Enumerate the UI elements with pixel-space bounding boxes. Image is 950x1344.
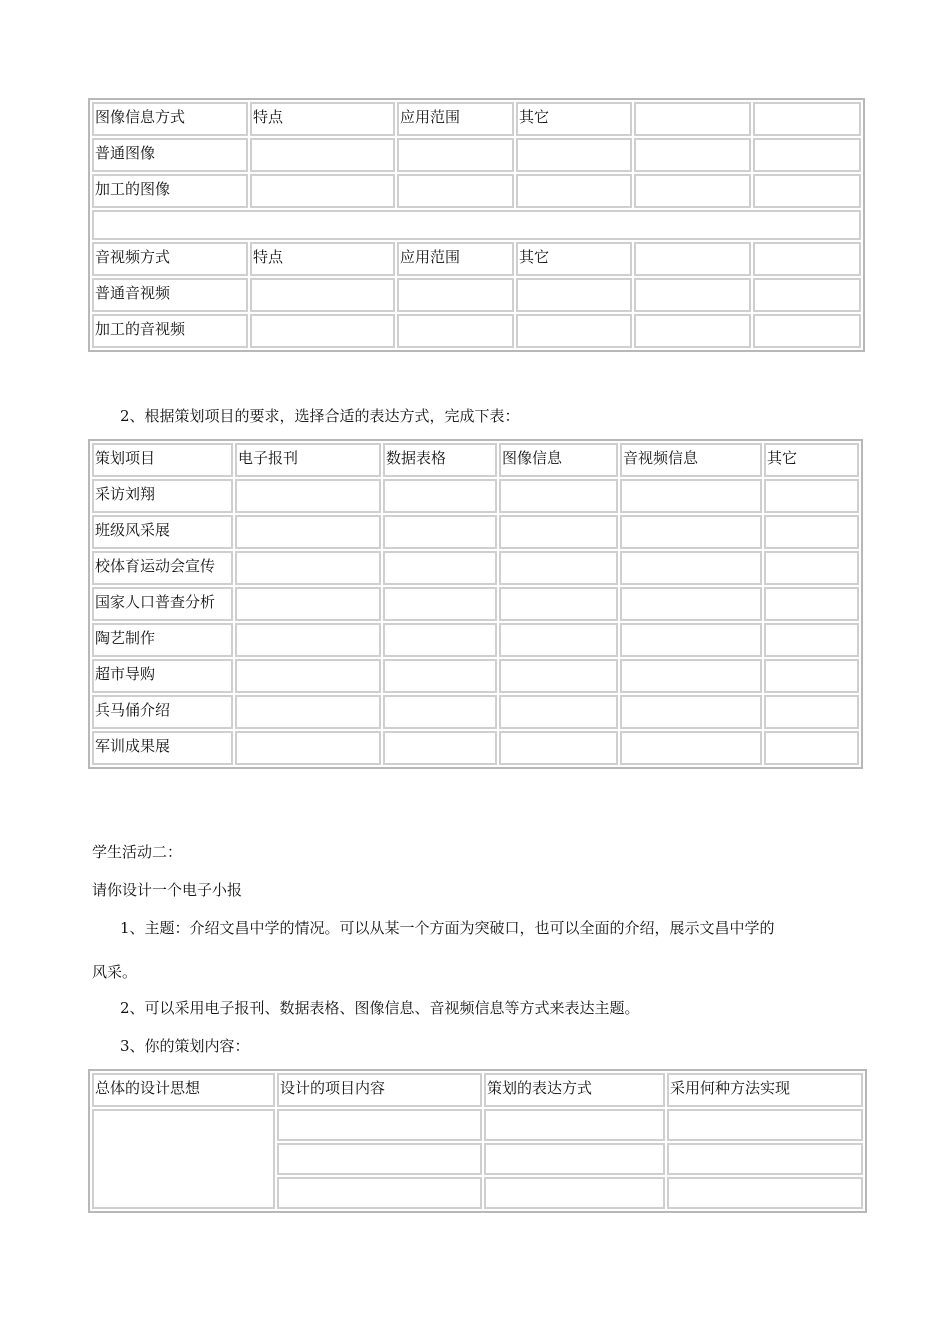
table-cell: [250, 138, 395, 172]
table-cell: [753, 242, 861, 276]
table-cell: 普通图像: [92, 138, 248, 172]
table-row: [92, 515, 859, 549]
table-cell: [383, 659, 497, 693]
table-cell: [634, 242, 751, 276]
table-cell: [753, 174, 861, 208]
table-header-row: [92, 1073, 863, 1107]
item-1-text-continued: 风采。: [92, 963, 138, 981]
table-cell: 特点: [250, 242, 395, 276]
table-cell: [516, 314, 632, 348]
table-cell: [516, 174, 632, 208]
table-cell: [499, 695, 618, 729]
table-cell: 图像信息方式: [92, 102, 248, 136]
table-cell: 普通音视频: [92, 278, 248, 312]
table-cell: [250, 314, 395, 348]
table-cell: [235, 659, 381, 693]
item-1-text: 1、主题：介绍文昌中学的情况。可以从某一个方面为突破口，也可以全面的介绍，展示文昌中学的: [120, 919, 775, 937]
row-label-cell: 兵马俑介绍: [92, 695, 233, 729]
activity-title: 学生活动二：: [92, 843, 183, 861]
table-cell: [397, 174, 514, 208]
row-label-cell: 采访刘翔: [92, 479, 233, 513]
table-cell: [397, 278, 514, 312]
row-label-cell: 军训成果展: [92, 731, 233, 765]
table-cell: [753, 278, 861, 312]
table-cell: [620, 515, 762, 549]
table-cell: [92, 210, 861, 240]
planning-projects-table: [88, 439, 863, 769]
table-cell: [764, 731, 859, 765]
table-cell: [620, 659, 762, 693]
row-label-cell: 校体育运动会宣传: [92, 551, 233, 585]
table-cell: [92, 1109, 275, 1209]
table-cell: [620, 695, 762, 729]
plan-content-table: [88, 1069, 867, 1213]
table-cell: [499, 551, 618, 585]
table-cell: [764, 515, 859, 549]
table-cell: [634, 138, 751, 172]
table-cell: [277, 1177, 482, 1209]
table-row: [92, 551, 859, 585]
table-cell: [753, 138, 861, 172]
table-cell: [620, 551, 762, 585]
row-label-cell: 国家人口普查分析: [92, 587, 233, 621]
row-label-cell: 班级风采展: [92, 515, 233, 549]
question-2-text: 2、根据策划项目的要求，选择合适的表达方式，完成下表：: [120, 407, 520, 425]
table-cell: [235, 515, 381, 549]
table-cell: [753, 102, 861, 136]
table-cell: 应用范围: [397, 242, 514, 276]
table-cell: [484, 1143, 665, 1175]
header-cell: 总体的设计思想: [92, 1073, 275, 1107]
table-cell: [634, 174, 751, 208]
table-cell: [383, 623, 497, 657]
table-cell: 其它: [516, 102, 632, 136]
row-label-cell: 陶艺制作: [92, 623, 233, 657]
header-cell: 设计的项目内容: [277, 1073, 482, 1107]
table-cell: [499, 659, 618, 693]
table-row: [92, 659, 859, 693]
table-row: [92, 1109, 863, 1141]
table-cell: [277, 1109, 482, 1141]
table-cell: [620, 587, 762, 621]
table-cell: [397, 314, 514, 348]
table-cell: [499, 515, 618, 549]
table-cell: [499, 731, 618, 765]
header-cell: 图像信息: [499, 443, 618, 477]
table-cell: [484, 1177, 665, 1209]
table-cell: [764, 551, 859, 585]
table-cell: [383, 695, 497, 729]
table-cell: [620, 623, 762, 657]
header-cell: 策划的表达方式: [484, 1073, 665, 1107]
table-row: [92, 278, 861, 312]
item-2-text: 2、可以采用电子报刊、数据表格、图像信息、音视频信息等方式来表达主题。: [120, 999, 640, 1017]
table-cell: [250, 278, 395, 312]
table-cell: [499, 623, 618, 657]
table-cell: [753, 314, 861, 348]
table-cell: 加工的音视频: [92, 314, 248, 348]
table-cell: [667, 1177, 863, 1209]
table-cell: [764, 479, 859, 513]
table-row: [92, 695, 859, 729]
table-row: [92, 479, 859, 513]
table-cell: [277, 1143, 482, 1175]
table-cell: [667, 1143, 863, 1175]
table-row-spacer: [92, 210, 861, 240]
table-cell: 其它: [516, 242, 632, 276]
table-row: [92, 623, 859, 657]
table-cell: [235, 479, 381, 513]
table-cell: [235, 551, 381, 585]
table-cell: [764, 623, 859, 657]
table-row: [92, 587, 859, 621]
row-label-cell: 超市导购: [92, 659, 233, 693]
header-cell: 音视频信息: [620, 443, 762, 477]
table-row: [92, 138, 861, 172]
table-cell: [634, 278, 751, 312]
table-row: [92, 102, 861, 136]
table-cell: [764, 587, 859, 621]
item-3-text: 3、你的策划内容：: [120, 1037, 250, 1055]
table-cell: [499, 587, 618, 621]
table-cell: [764, 659, 859, 693]
table-cell: [383, 731, 497, 765]
table-cell: 特点: [250, 102, 395, 136]
table-header-row: [92, 443, 859, 477]
header-cell: 其它: [764, 443, 859, 477]
table-cell: 应用范围: [397, 102, 514, 136]
table-cell: [764, 695, 859, 729]
table-cell: [383, 551, 497, 585]
header-cell: 电子报刊: [235, 443, 381, 477]
table-cell: 加工的图像: [92, 174, 248, 208]
table-cell: [250, 174, 395, 208]
table-row: [92, 314, 861, 348]
table-cell: [383, 587, 497, 621]
table-cell: [620, 731, 762, 765]
task-text: 请你设计一个电子小报: [92, 881, 243, 899]
table-cell: [667, 1109, 863, 1141]
table-cell: [620, 479, 762, 513]
table-cell: [383, 479, 497, 513]
table-cell: [634, 314, 751, 348]
table-cell: [397, 138, 514, 172]
table-row: [92, 731, 859, 765]
table-cell: [516, 138, 632, 172]
expression-methods-table: [88, 98, 865, 352]
header-cell: 数据表格: [383, 443, 497, 477]
table-row: [92, 174, 861, 208]
header-cell: 采用何种方法实现: [667, 1073, 863, 1107]
table-row: [92, 242, 861, 276]
table-cell: [235, 695, 381, 729]
table-cell: [484, 1109, 665, 1141]
table-cell: [499, 479, 618, 513]
table-cell: [634, 102, 751, 136]
table-cell: [383, 515, 497, 549]
table-cell: [235, 731, 381, 765]
table-cell: [516, 278, 632, 312]
header-cell: 策划项目: [92, 443, 233, 477]
table-cell: 音视频方式: [92, 242, 248, 276]
table-cell: [235, 623, 381, 657]
table-cell: [235, 587, 381, 621]
